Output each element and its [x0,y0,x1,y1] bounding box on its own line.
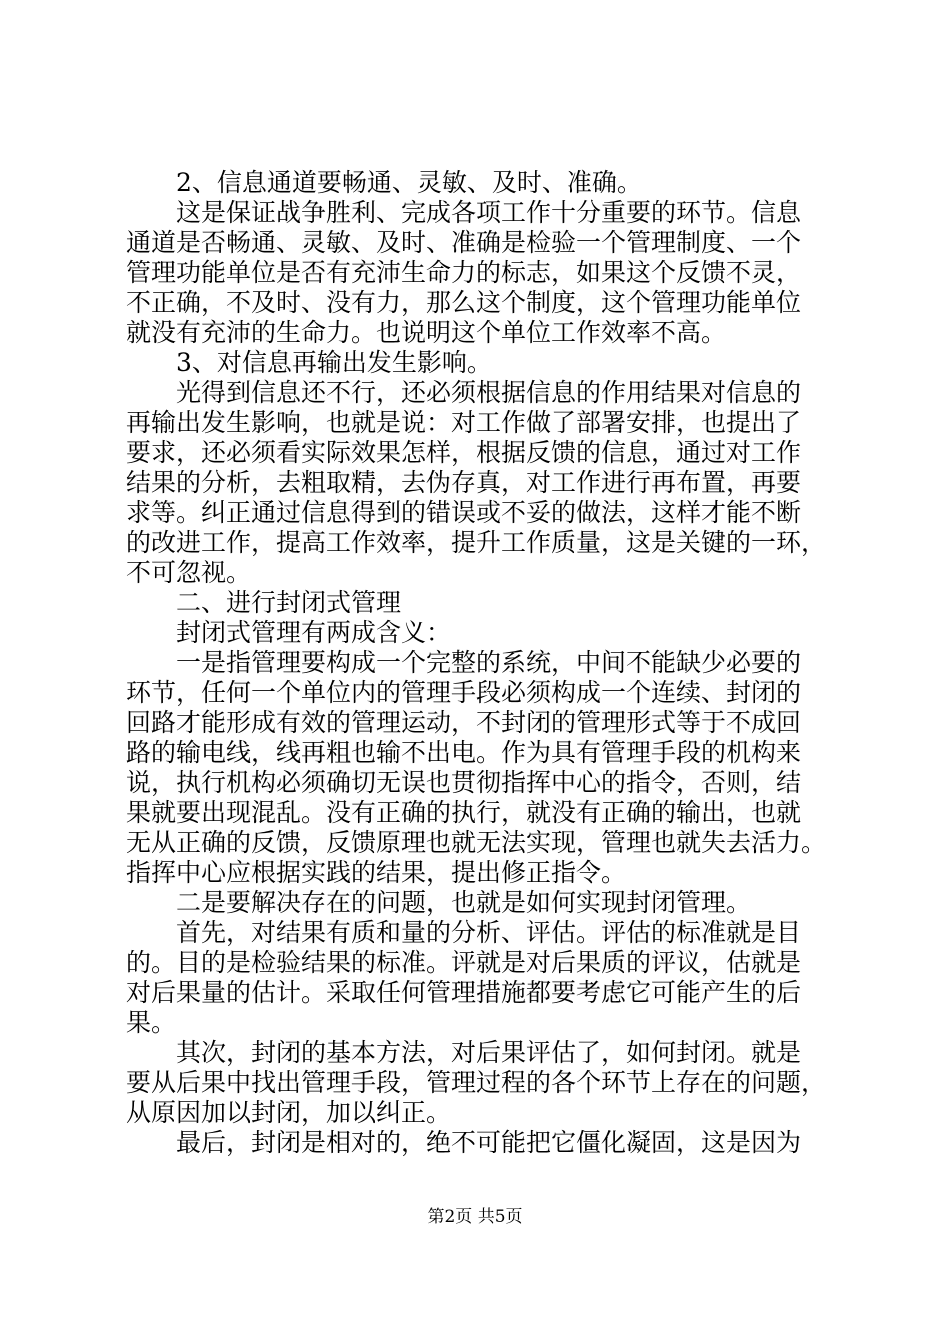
text-line: 通道是否畅通、灵敏、及时、准确是检验一个管理制度、一个 [126,228,802,257]
text-line: 封闭式管理有两成含义： [126,618,452,647]
text-line: 要从后果中找出管理手段，管理过程的各个环节上存在的问题， [126,1068,827,1097]
text-line: 光得到信息还不行，还必须根据信息的作用结果对信息的 [126,378,802,407]
text-line: 管理功能单位是否有充沛生命力的标志，如果这个反馈不灵， [126,258,802,287]
page-number: 第2页 共5页 [427,1207,523,1227]
text-line: 结果的分析，去粗取精，去伪存真，对工作进行再布置，再要 [126,468,802,497]
text-line: 再输出发生影响，也就是说：对工作做了部署安排，也提出了 [126,408,802,437]
text-line: 二、进行封闭式管理 [126,588,402,617]
text-line: 果就要出现混乱。没有正确的执行，就没有正确的输出，也就 [126,798,802,827]
text-line: 一是指管理要构成一个完整的系统，中间不能缺少必要的 [126,648,802,677]
text-line: 就没有充沛的生命力。也说明这个单位工作效率不高。 [126,318,727,347]
text-line: 不可忽视。 [126,558,252,587]
text-line: 首先，对结果有质和量的分析、评估。评估的标准就是目 [126,918,802,947]
text-line: 回路才能形成有效的管理运动，不封闭的管理形式等于不成回 [126,708,802,737]
text-line: 环节，任何一个单位内的管理手段必须构成一个连续、封闭的 [126,678,802,707]
text-line: 指挥中心应根据实践的结果，提出修正指令。 [126,858,627,887]
text-line: 这是保证战争胜利、完成各项工作十分重要的环节。信息 [126,198,802,227]
text-line: 果。 [126,1008,177,1037]
text-line: 不正确，不及时、没有力，那么这个制度，这个管理功能单位 [126,288,802,317]
document-body [126,168,836,1158]
text-line: 路的输电线，线再粗也输不出电。作为具有管理手段的机构来 [126,738,802,767]
text-line: 3、对信息再输出发生影响。 [126,348,492,377]
text-line: 二是要解决存在的问题，也就是如何实现封闭管理。 [126,888,752,917]
text-line: 其次，封闭的基本方法，对后果评估了，如何封闭。就是 [126,1038,802,1067]
text-line: 说，执行机构必须确切无误也贯彻指挥中心的指令，否则，结 [126,768,802,797]
text-line: 的。目的是检验结果的标准。评就是对后果质的评议，估就是 [126,948,802,977]
text-line: 要求，还必须看实际效果怎样，根据反馈的信息，通过对工作 [126,438,802,467]
text-line: 求等。纠正通过信息得到的错误或不妥的做法，这样才能不断 [126,498,802,527]
text-line: 2、信息通道要畅通、灵敏、及时、准确。 [126,168,642,197]
text-line: 的改进工作，提高工作效率，提升工作质量，这是关键的一环， [126,528,827,557]
text-line: 无从正确的反馈，反馈原理也就无法实现，管理也就失去活力。 [126,828,827,857]
text-line: 从原因加以封闭，加以纠正。 [126,1098,452,1127]
page-footer [0,1205,950,1229]
text-line: 对后果量的估计。采取任何管理措施都要考虑它可能产生的后 [126,978,802,1007]
text-line: 最后，封闭是相对的，绝不可能把它僵化凝固，这是因为 [126,1128,802,1157]
